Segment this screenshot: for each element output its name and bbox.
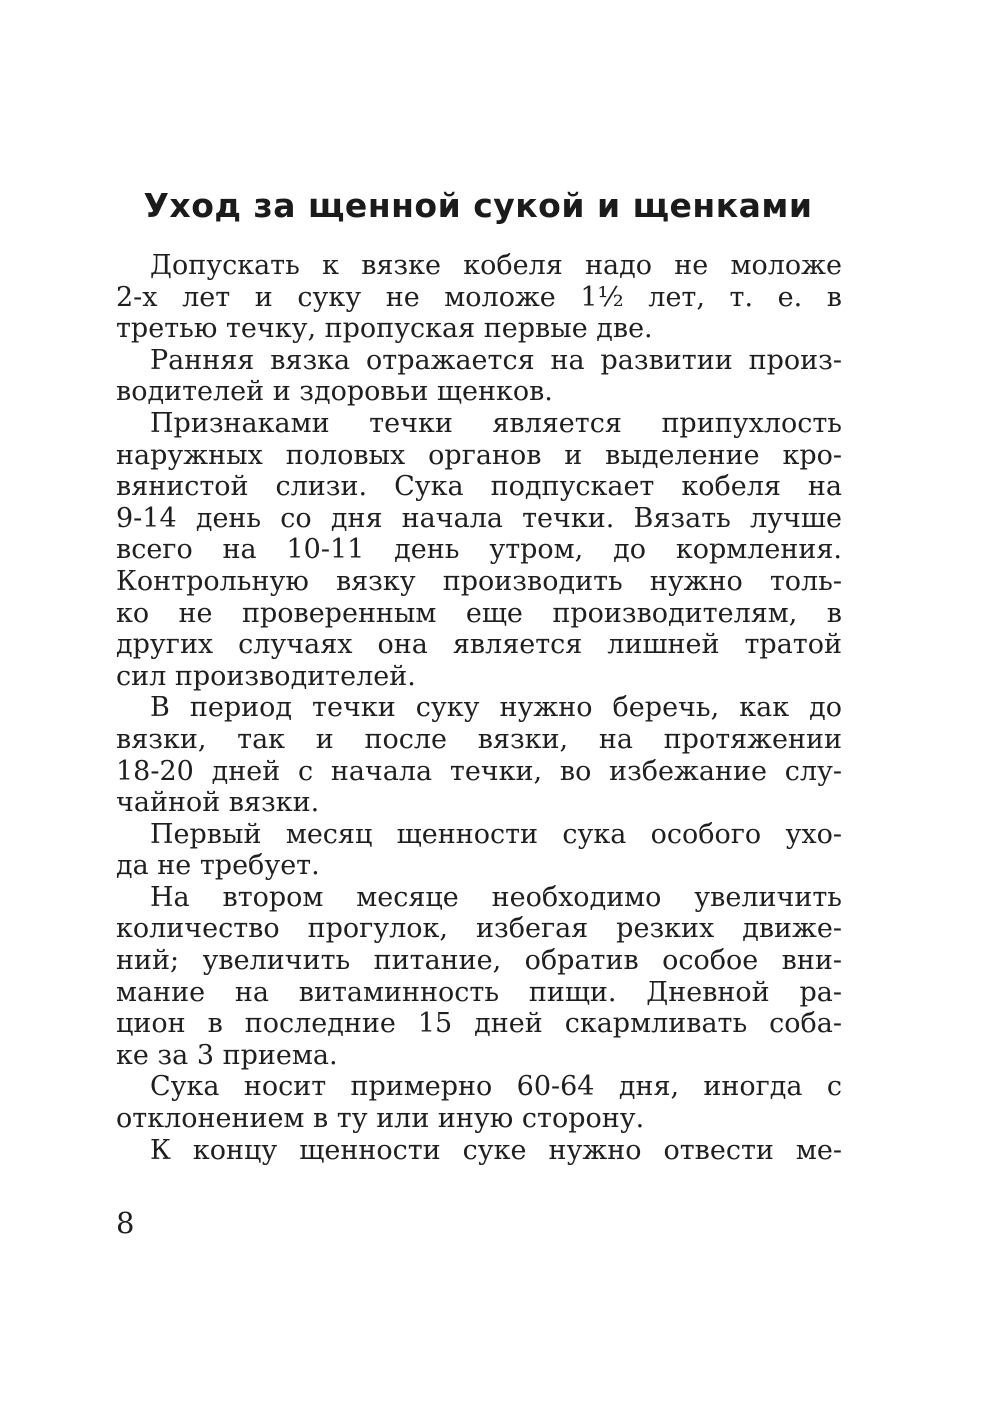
paragraph: [116, 345, 842, 408]
text-line: чайной вязки.: [116, 787, 320, 819]
paragraph: [116, 882, 842, 1072]
paragraph: [116, 1071, 842, 1134]
text-line: сил производителей.: [116, 660, 416, 692]
paragraph: [116, 819, 842, 882]
text-line: Первый месяц щенности сука особого ухо-: [150, 818, 842, 850]
text-line: ко не проверенным еще производителям, в: [116, 597, 842, 629]
chapter-title: Уход за щенной сукой и щенками: [143, 186, 813, 225]
text-line: Ранняя вязка отражается на развитии произ-: [150, 344, 842, 376]
text-line: количество прогулок, избегая резких движе-: [116, 913, 842, 945]
text-line: мание на витаминность пищи. Дневной ра-: [116, 976, 842, 1008]
text-line: 2-х лет и суку не моложе 1½ лет, т. е. в: [116, 281, 842, 313]
paragraph: [116, 408, 842, 692]
text-line: цион в последние 15 дней скармливать соба-: [116, 1008, 842, 1040]
text-line: да не требует.: [116, 850, 320, 882]
text-line: ний; увеличить питание, обратив особое вни-: [116, 945, 842, 977]
text-line: Контрольную вязку производить нужно толь-: [116, 565, 842, 597]
text-line: Сука носит примерно 60-64 дня, иногда с: [150, 1071, 842, 1103]
text-line: третью течку, пропуская первые две.: [116, 313, 653, 345]
paragraph: [116, 250, 842, 345]
text-line: Признаками течки является припухлость: [150, 407, 842, 439]
text-line: Допускать к вязке кобеля надо не моложе: [150, 250, 842, 281]
text-line: ке за 3 приема.: [116, 1039, 338, 1071]
page-number: 8: [116, 1206, 135, 1240]
text-line: отклонением в ту или иную сторону.: [116, 1103, 645, 1135]
text-line: водителей и здоровьи щенков.: [116, 376, 553, 408]
text-line: К концу щенности суке нужно отвести ме-: [150, 1134, 842, 1166]
text-line: 18-20 дней с начала течки, во избежание слу-: [116, 755, 842, 787]
body-text: [116, 250, 842, 1166]
text-line: На втором месяце необходимо увеличить: [150, 881, 842, 913]
text-line: наружных половых органов и выделение кро-: [116, 439, 842, 471]
text-line: В период течки суку нужно беречь, как до: [150, 692, 842, 724]
text-line: 9-14 день со дня начала течки. Вязать лучше: [116, 502, 842, 534]
text-line: всего на 10-11 день утром, до кормления.: [116, 534, 842, 566]
text-line: других случаях она является лишней тратой: [116, 629, 842, 661]
text-line: вязки, так и после вязки, на протяжении: [116, 723, 842, 755]
paragraph: [116, 692, 842, 818]
text-line: вянистой слизи. Сука подпускает кобеля на: [116, 471, 842, 503]
paragraph: [116, 1135, 842, 1167]
